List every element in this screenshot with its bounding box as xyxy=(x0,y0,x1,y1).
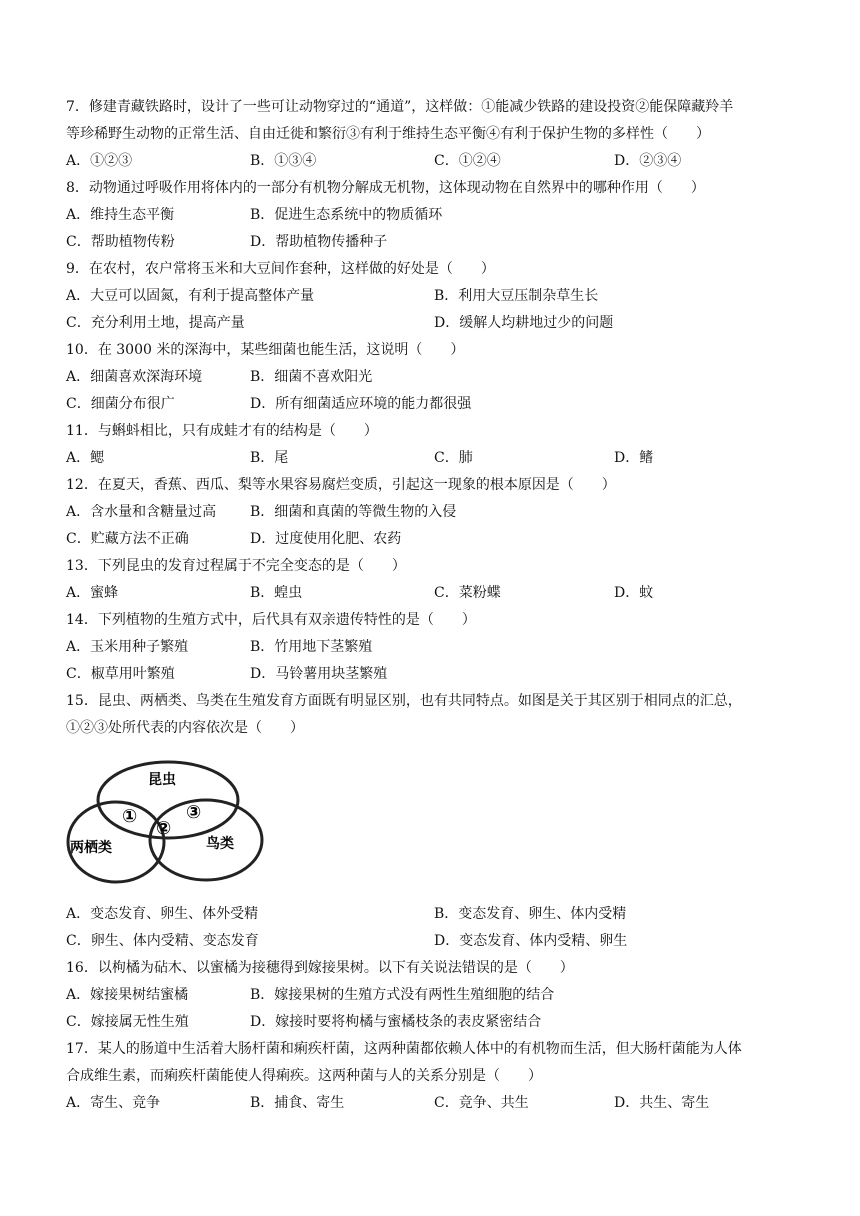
q10-stem: 10．在 3000 米的深海中，某些细菌也能生活，这说明（ ） xyxy=(66,342,465,358)
q14-option-d[interactable]: D．马铃薯用块茎繁殖 xyxy=(250,666,388,682)
venn-mark-1: ① xyxy=(122,806,138,827)
q11-option-a[interactable]: A．鳃 xyxy=(66,450,105,466)
q15-option-d[interactable]: D．变态发育、体内受精、卵生 xyxy=(434,933,628,949)
q12-stem: 12．在夏天，香蕉、西瓜、梨等水果容易腐烂变质，引起这一现象的根本原因是（ ） xyxy=(66,477,616,493)
q8-stem: 8．动物通过呼吸作用将体内的一部分有机物分解成无机物，这体现动物在自然界中的哪种作用（ ） xyxy=(66,180,705,196)
q16-option-b[interactable]: B．嫁接果树的生殖方式没有两性生殖细胞的结合 xyxy=(250,987,555,1003)
q11-option-b[interactable]: B．尾 xyxy=(250,450,289,466)
venn-label-bird: 鸟类 xyxy=(206,836,234,852)
q16-option-d[interactable]: D．嫁接时要将枸橘与蜜橘枝条的表皮紧密结合 xyxy=(250,1014,542,1030)
q15-option-a[interactable]: A．变态发育、卵生、体外受精 xyxy=(66,906,259,922)
q7-option-d[interactable]: D．②③④ xyxy=(614,153,682,169)
q9-option-d[interactable]: D．缓解人均耕地过少的问题 xyxy=(434,315,614,331)
venn-diagram xyxy=(66,756,272,886)
q10-option-a[interactable]: A．细菌喜欢深海环境 xyxy=(66,369,203,385)
q8-option-b[interactable]: B．促进生态系统中的物质循环 xyxy=(250,207,443,223)
q9-option-a[interactable]: A．大豆可以固氮，有利于提高整体产量 xyxy=(66,288,315,304)
q11-option-c[interactable]: C．肺 xyxy=(434,450,473,466)
q17-option-c[interactable]: C．竞争、共生 xyxy=(434,1095,529,1111)
q13-option-c[interactable]: C．菜粉蝶 xyxy=(434,585,501,601)
q10-option-b[interactable]: B．细菌不喜欢阳光 xyxy=(250,369,373,385)
q14-option-c[interactable]: C．椒草用叶繁殖 xyxy=(66,666,175,682)
q7-option-c[interactable]: C．①②④ xyxy=(434,153,501,169)
q8-option-a[interactable]: A．维持生态平衡 xyxy=(66,207,175,223)
q13-option-b[interactable]: B．蝗虫 xyxy=(250,585,303,601)
q16-option-c[interactable]: C．嫁接属无性生殖 xyxy=(66,1014,189,1030)
q17-stem-line-1: 17．某人的肠道中生活着大肠杆菌和痢疾杆菌，这两种菌都依赖人体中的有机物而生活，但大肠杆菌能为人体 xyxy=(66,1041,742,1057)
q16-stem: 16．以枸橘为砧木、以蜜橘为接穗得到嫁接果树。以下有关说法错误的是（ ） xyxy=(66,960,574,976)
q9-option-c[interactable]: C．充分利用土地，提高产量 xyxy=(66,315,245,331)
q12-option-a[interactable]: A．含水量和含糖量过高 xyxy=(66,504,217,520)
q17-stem-line-2: 合成维生素，而痢疾杆菌能使人得痢疾。这两种菌与人的关系分别是（ ） xyxy=(66,1068,542,1084)
q8-option-d[interactable]: D．帮助植物传播种子 xyxy=(250,234,388,250)
q15-stem-line-1: 15．昆虫、两栖类、鸟类在生殖发育方面既有明显区别，也有共同特点。如图是关于其区别于相同点的汇总， xyxy=(66,693,742,709)
q13-option-d[interactable]: D．蚊 xyxy=(614,585,654,601)
q11-stem: 11．与蝌蚪相比，只有成蛙才有的结构是（ ） xyxy=(66,423,378,439)
venn-label-amphibian: 两栖类 xyxy=(70,840,112,856)
q10-option-c[interactable]: C．细菌分布很广 xyxy=(66,396,175,412)
q17-option-d[interactable]: D．共生、寄生 xyxy=(614,1095,710,1111)
q9-option-b[interactable]: B．利用大豆压制杂草生长 xyxy=(434,288,599,304)
q9-stem: 9．在农村，农户常将玉米和大豆间作套种，这样做的好处是（ ） xyxy=(66,261,495,277)
q17-option-b[interactable]: B．捕食、寄生 xyxy=(250,1095,345,1111)
venn-mark-3: ③ xyxy=(186,802,202,823)
q7-stem-line-2: 等珍稀野生动物的正常生活、自由迁徙和繁衍③有利于维持生态平衡④有利于保护生物的多样性（ ） xyxy=(66,126,710,142)
q7-stem-line-1: 7．修建青藏铁路时，设计了一些可让动物穿过的“通道”，这样做：①能减少铁路的建设投资②能保障藏羚羊 xyxy=(66,99,734,115)
q17-option-a[interactable]: A．寄生、竞争 xyxy=(66,1095,161,1111)
venn-mark-2: ② xyxy=(156,818,172,839)
q12-option-c[interactable]: C．贮藏方法不正确 xyxy=(66,531,189,547)
q13-option-a[interactable]: A．蜜蜂 xyxy=(66,585,119,601)
q15-stem-line-2: ①②③处所代表的内容依次是（ ） xyxy=(66,720,304,736)
q7-option-a[interactable]: A．①②③ xyxy=(66,153,133,169)
q12-option-d[interactable]: D．过度使用化肥、农药 xyxy=(250,531,402,547)
q14-option-a[interactable]: A．玉米用种子繁殖 xyxy=(66,639,189,655)
q13-stem: 13．下列昆虫的发育过程属于不完全变态的是（ ） xyxy=(66,558,406,574)
q10-option-d[interactable]: D．所有细菌适应环境的能力都很强 xyxy=(250,396,472,412)
q12-option-b[interactable]: B．细菌和真菌的等微生物的入侵 xyxy=(250,504,457,520)
q14-option-b[interactable]: B．竹用地下茎繁殖 xyxy=(250,639,373,655)
q16-option-a[interactable]: A．嫁接果树结蜜橘 xyxy=(66,987,189,1003)
q15-option-b[interactable]: B．变态发育、卵生、体内受精 xyxy=(434,906,627,922)
q11-option-d[interactable]: D．鳍 xyxy=(614,450,654,466)
venn-label-insect: 昆虫 xyxy=(148,772,176,788)
q8-option-c[interactable]: C．帮助植物传粉 xyxy=(66,234,175,250)
q7-option-b[interactable]: B．①③④ xyxy=(250,153,317,169)
q14-stem: 14．下列植物的生殖方式中，后代具有双亲遗传特性的是（ ） xyxy=(66,612,476,628)
q15-option-c[interactable]: C．卵生、体内受精、变态发育 xyxy=(66,933,259,949)
